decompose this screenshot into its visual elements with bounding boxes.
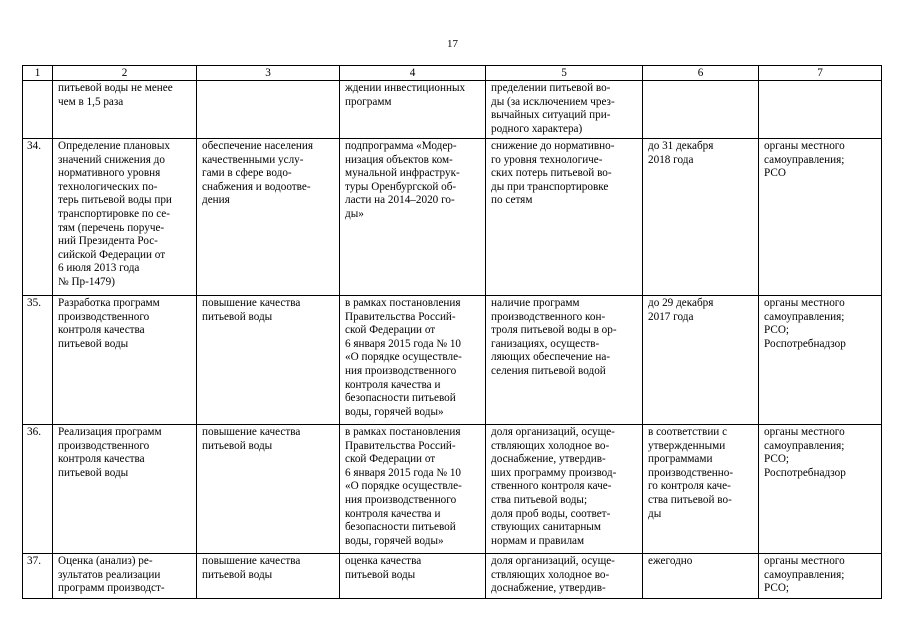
- deadline-cell: ежегодно: [643, 554, 759, 599]
- column-header: 3: [197, 66, 340, 81]
- goal-cell: повышение качества питьевой воды: [197, 296, 340, 425]
- column-header: 4: [340, 66, 486, 81]
- basis-cell: ждении инвестиционных программ: [340, 81, 486, 139]
- measure-cell: Реализация программ производственного контроля качества питьевой воды: [53, 425, 197, 554]
- measure-cell: питьевой воды не менее чем в 1,5 раза: [53, 81, 197, 139]
- responsible-cell: [759, 81, 882, 139]
- indicator-cell: снижение до нормативно- го уровня технологиче- ских потерь питьевой во- ды при транспортировке по сетям: [486, 139, 643, 296]
- measure-cell: Оценка (анализ) ре- зультатов реализации программ производст-: [53, 554, 197, 599]
- indicator-cell: наличие программ производственного кон- троля питьевой воды в ор- ганизациях, осуществ- ляющих обеспечение на- селения питьевой водой: [486, 296, 643, 425]
- row-number-cell: 35.: [23, 296, 53, 425]
- column-header: 2: [53, 66, 197, 81]
- column-header: 1: [23, 66, 53, 81]
- measures-table: [22, 65, 882, 599]
- measure-cell: Определение плановых значений снижения до нормативного уровня технологических по- терь питьевой воды при транспортировке по се- тям (перечень поруче- ний Президента Рос- сийской Федерации от 6 июля 2013 года № Пр-1479): [53, 139, 197, 296]
- row-number-cell: 34.: [23, 139, 53, 296]
- goal-cell: повышение качества питьевой воды: [197, 425, 340, 554]
- indicator-cell: доля организаций, осуще- ствляющих холодное во- доснабжение, утвердив-: [486, 554, 643, 599]
- responsible-cell: органы местного самоуправления; РСО: [759, 139, 882, 296]
- goal-cell: обеспечение населения качественными услу- гами в сфере водо- снабжения и водоотве- дения: [197, 139, 340, 296]
- goal-cell: повышение качества питьевой воды: [197, 554, 340, 599]
- goal-cell: [197, 81, 340, 139]
- deadline-cell: в соответствии с утвержденными программами производственно- го контроля каче- ства питьевой во- ды: [643, 425, 759, 554]
- row-number-cell: [23, 81, 53, 139]
- row-number-cell: 36.: [23, 425, 53, 554]
- basis-cell: оценка качества питьевой воды: [340, 554, 486, 599]
- indicator-cell: пределении питьевой во- ды (за исключением чрез- вычайных ситуаций при- родного характера): [486, 81, 643, 139]
- row-number-cell: 37.: [23, 554, 53, 599]
- basis-cell: в рамках постановления Правительства Россий- ской Федерации от 6 января 2015 года № 10 «О порядке осуществле- ния производственного контроля качества и безопасности питьевой воды, горячей воды»: [340, 425, 486, 554]
- table-row: [23, 554, 882, 599]
- indicator-cell: доля организаций, осуще- ствляющих холодное во- доснабжение, утвердив- ших программу производ- ственного контроля каче- ства питьевой воды; доля проб воды, соответ- ствующих санитарным нормам и правилам: [486, 425, 643, 554]
- column-header: 5: [486, 66, 643, 81]
- table-row: [23, 81, 882, 139]
- measure-cell: Разработка программ производственного контроля качества питьевой воды: [53, 296, 197, 425]
- deadline-cell: [643, 81, 759, 139]
- basis-cell: подпрограмма «Модер- низация объектов ком- мунальной инфраструк- туры Оренбургской об- ласти на 2014–2020 го- ды»: [340, 139, 486, 296]
- table-row: [23, 139, 882, 296]
- header-row: [23, 66, 882, 81]
- responsible-cell: органы местного самоуправления; РСО; Роспотребнадзор: [759, 296, 882, 425]
- deadline-cell: до 31 декабря 2018 года: [643, 139, 759, 296]
- basis-cell: в рамках постановления Правительства Россий- ской Федерации от 6 января 2015 года № 10 «О порядке осуществле- ния производственного контроля качества и безопасности питьевой воды, горячей воды»: [340, 296, 486, 425]
- table-row: [23, 425, 882, 554]
- deadline-cell: до 29 декабря 2017 года: [643, 296, 759, 425]
- responsible-cell: органы местного самоуправления; РСО; Роспотребнадзор: [759, 425, 882, 554]
- column-header: 6: [643, 66, 759, 81]
- page-number: 17: [447, 38, 458, 50]
- table-row: [23, 296, 882, 425]
- responsible-cell: органы местного самоуправления; РСО;: [759, 554, 882, 599]
- column-header: 7: [759, 66, 882, 81]
